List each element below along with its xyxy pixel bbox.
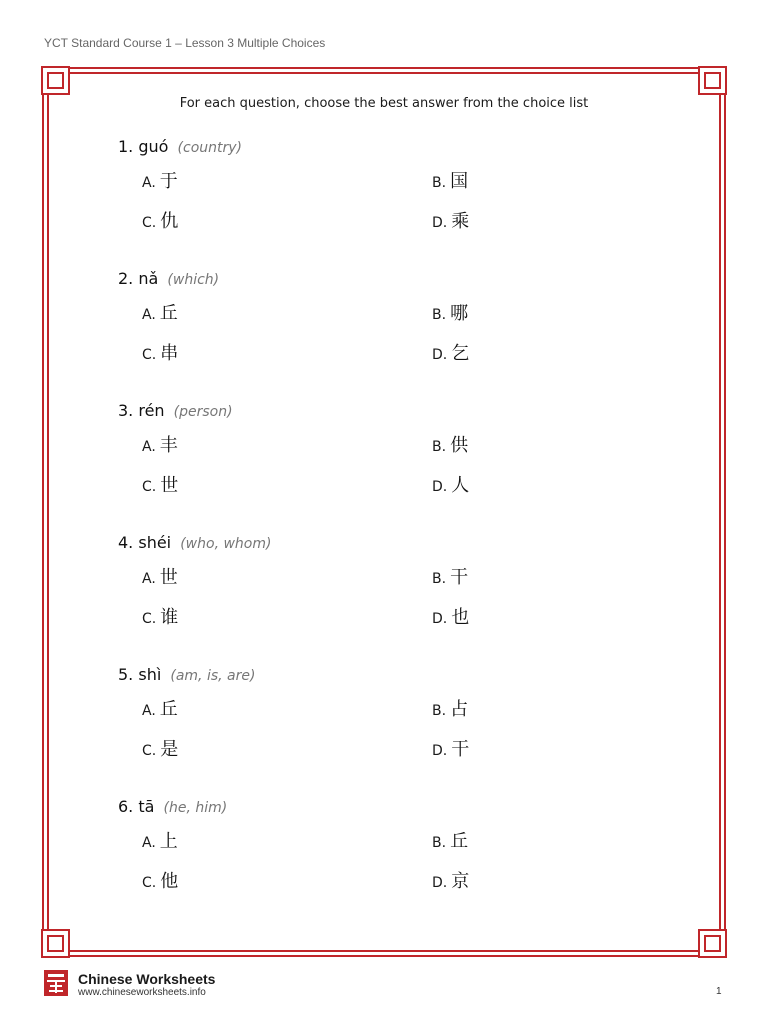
choice-hanzi: 国	[450, 171, 469, 192]
question-2	[118, 269, 638, 389]
choice-b[interactable]	[432, 695, 468, 721]
footer-url[interactable]: www.chineseworksheets.info	[78, 987, 206, 998]
question-meaning: (he, him)	[163, 800, 228, 816]
choice-letter: D.	[432, 215, 448, 231]
choice-letter: D.	[432, 611, 448, 627]
choice-hanzi: 京	[451, 871, 470, 892]
choice-c[interactable]	[142, 735, 178, 761]
choice-hanzi: 干	[451, 739, 470, 760]
choice-c[interactable]	[142, 339, 178, 365]
choice-hanzi: 他	[160, 871, 179, 892]
page-header: YCT Standard Course 1 – Lesson 3 Multiple Choices	[44, 36, 326, 50]
choice-a[interactable]	[142, 167, 178, 193]
question-4	[118, 533, 638, 653]
choice-hanzi: 世	[160, 475, 179, 496]
choice-letter: B.	[432, 175, 447, 191]
choice-a[interactable]	[142, 431, 178, 457]
choice-hanzi: 丘	[450, 831, 469, 852]
question-meaning: (person)	[173, 404, 233, 420]
question-meaning: (am, is, are)	[170, 668, 256, 684]
footer-brand: Chinese Worksheets	[78, 971, 216, 987]
choice-a[interactable]	[142, 695, 178, 721]
choice-hanzi: 也	[451, 607, 470, 628]
choice-letter: C.	[142, 611, 157, 627]
question-5	[118, 665, 638, 785]
choice-c[interactable]	[142, 207, 178, 233]
choice-a[interactable]	[142, 563, 178, 589]
choice-hanzi: 占	[450, 699, 469, 720]
choice-d[interactable]	[432, 867, 469, 893]
question-title	[118, 533, 271, 552]
choice-letter: C.	[142, 479, 157, 495]
choice-d[interactable]	[432, 471, 469, 497]
choice-hanzi: 干	[450, 567, 469, 588]
choice-hanzi: 是	[160, 739, 179, 760]
choice-c[interactable]	[142, 603, 178, 629]
choice-hanzi: 丘	[159, 303, 178, 324]
choice-hanzi: 哪	[450, 303, 469, 324]
choice-letter: D.	[432, 347, 448, 363]
question-title	[118, 797, 227, 816]
choice-letter: A.	[142, 439, 156, 455]
choice-letter: B.	[432, 439, 447, 455]
question-number: 1.	[118, 137, 134, 156]
choice-letter: A.	[142, 835, 156, 851]
choice-b[interactable]	[432, 167, 468, 193]
question-meaning: (country)	[177, 140, 243, 156]
choice-letter: B.	[432, 835, 447, 851]
choice-d[interactable]	[432, 339, 469, 365]
choice-hanzi: 人	[451, 475, 470, 496]
choice-letter: C.	[142, 347, 157, 363]
question-pinyin: shì	[138, 665, 162, 684]
choice-hanzi: 乘	[451, 211, 470, 232]
choice-letter: C.	[142, 743, 157, 759]
question-pinyin: tā	[138, 797, 155, 816]
question-3	[118, 401, 638, 521]
question-6	[118, 797, 638, 917]
choice-hanzi: 串	[160, 343, 179, 364]
choice-d[interactable]	[432, 735, 469, 761]
choice-hanzi: 丰	[159, 435, 178, 456]
question-1	[118, 137, 638, 257]
choice-hanzi: 于	[159, 171, 178, 192]
choice-b[interactable]	[432, 827, 468, 853]
question-pinyin: rén	[138, 401, 165, 420]
choice-letter: B.	[432, 307, 447, 323]
choice-hanzi: 乞	[451, 343, 470, 364]
choice-d[interactable]	[432, 207, 469, 233]
choice-hanzi: 世	[159, 567, 178, 588]
question-meaning: (who, whom)	[180, 536, 272, 552]
question-title	[118, 269, 219, 288]
choice-letter: C.	[142, 215, 157, 231]
question-number: 2.	[118, 269, 134, 288]
choice-hanzi: 仇	[160, 211, 179, 232]
choice-letter: D.	[432, 875, 448, 891]
instructions: For each question, choose the best answer from the choice list	[179, 96, 589, 111]
choice-letter: D.	[432, 479, 448, 495]
question-pinyin: shéi	[138, 533, 172, 552]
choice-letter: C.	[142, 875, 157, 891]
question-pinyin: nǎ	[138, 269, 159, 288]
question-pinyin: guó	[138, 137, 169, 156]
choice-hanzi: 丘	[159, 699, 178, 720]
choice-a[interactable]	[142, 299, 178, 325]
choice-c[interactable]	[142, 471, 178, 497]
choice-hanzi: 供	[450, 435, 469, 456]
choice-hanzi: 谁	[160, 607, 179, 628]
question-number: 4.	[118, 533, 134, 552]
choice-hanzi: 上	[159, 831, 178, 852]
page-number: 1	[716, 986, 722, 997]
question-meaning: (which)	[167, 272, 220, 288]
choice-letter: B.	[432, 703, 447, 719]
choice-b[interactable]	[432, 563, 468, 589]
choice-b[interactable]	[432, 431, 468, 457]
choice-letter: D.	[432, 743, 448, 759]
choice-b[interactable]	[432, 299, 468, 325]
choice-letter: A.	[142, 703, 156, 719]
choice-letter: A.	[142, 307, 156, 323]
choice-letter: A.	[142, 571, 156, 587]
question-number: 5.	[118, 665, 134, 684]
choice-letter: B.	[432, 571, 447, 587]
choice-letter: A.	[142, 175, 156, 191]
chinese-worksheets-logo-icon	[44, 970, 68, 996]
question-title	[118, 137, 242, 156]
question-number: 3.	[118, 401, 134, 420]
question-number: 6.	[118, 797, 134, 816]
choice-c[interactable]	[142, 867, 178, 893]
question-title	[118, 665, 255, 684]
choice-d[interactable]	[432, 603, 469, 629]
choice-a[interactable]	[142, 827, 178, 853]
question-title	[118, 401, 233, 420]
